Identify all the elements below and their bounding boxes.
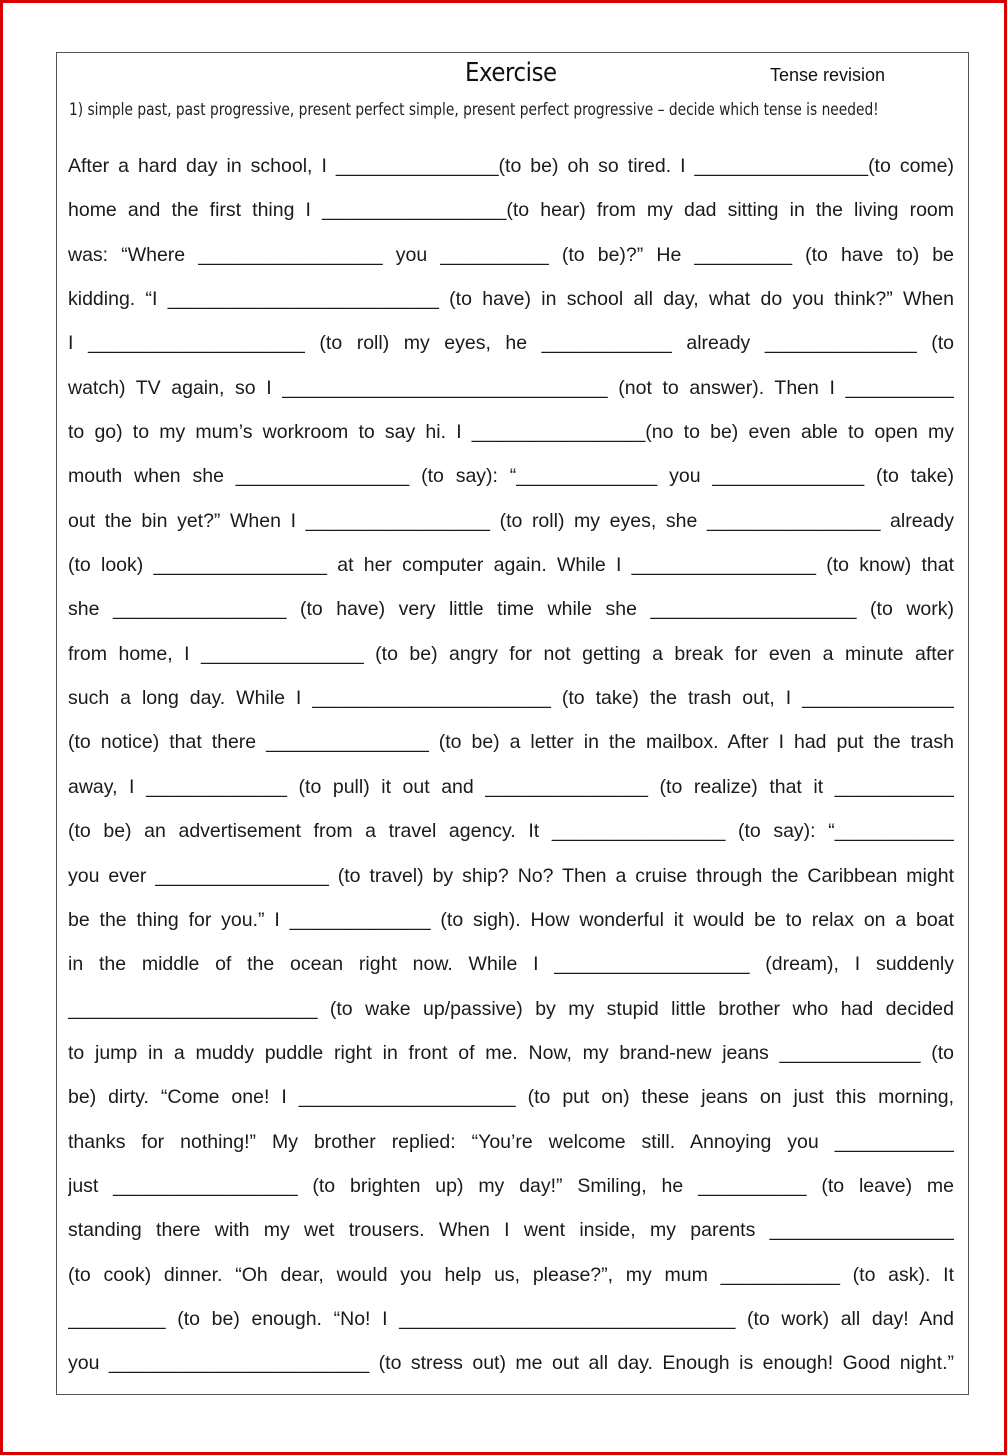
exercise-line: After a hard day in school, I _______________(to be) oh so tired. I ________________(to come)	[68, 155, 954, 177]
exercise-line: watch) TV again, so I ______________________________ (not to answer). Then I __________	[68, 376, 954, 399]
exercise-text	[68, 144, 954, 1386]
exercise-line: to jump in a muddy puddle right in front of me. Now, my brand-new jeans _____________ (to	[68, 1041, 954, 1064]
exercise-line: (to be) an advertisement from a travel agency. It ________________ (to say): “___________	[68, 820, 954, 843]
exercise-line: _________ (to be) enough. “No! I _______________________________ (to work) all day! And	[68, 1307, 954, 1330]
page-subtitle: Tense revision	[770, 65, 886, 85]
exercise-line: in the middle of the ocean right now. While I __________________ (dream), I suddenly	[68, 953, 954, 976]
exercise-line: kidding. “I _________________________ (to have) in school all day, what do you think?” When	[68, 288, 954, 311]
exercise-line: such a long day. While I ______________________ (to take) the trash out, I ______________	[68, 687, 954, 710]
exercise-line: mouth when she ________________ (to say): “_____________ you ______________ (to take)	[68, 465, 954, 488]
exercise-line: standing there with my wet trousers. When I went inside, my parents _________________	[68, 1219, 954, 1242]
exercise-line: I ____________________ (to roll) my eyes, he ____________ already ______________ (to	[68, 332, 954, 355]
page-title: Exercise	[465, 58, 557, 88]
exercise-line: (to look) ________________ at her computer again. While I _________________ (to know) that	[68, 554, 954, 577]
exercise-line: to go) to my mum’s workroom to say hi. I ________________(no to be) even able to open my	[68, 421, 954, 444]
exercise-line: be) dirty. “Come one! I ____________________ (to put on) these jeans on just this morning,	[68, 1086, 954, 1109]
exercise-line: just _________________ (to brighten up) my day!” Smiling, he __________ (to leave) me	[68, 1174, 954, 1197]
exercise-line: was: “Where _________________ you __________ (to be)?” He _________ (to have to) be	[68, 243, 954, 266]
exercise-line: from home, I _______________ (to be) angry for not getting a break for even a minute after	[68, 642, 954, 665]
exercise-line: out the bin yet?” When I _________________ (to roll) my eyes, she ________________ already	[68, 509, 954, 532]
exercise-line: you ________________________ (to stress out) me out all day. Enough is enough! Good night.”	[68, 1352, 954, 1375]
instruction-text: 1) simple past, past progressive, present perfect simple, present perfect progressive – decide which tense is needed!	[69, 100, 879, 120]
exercise-line: away, I _____________ (to pull) it out and _______________ (to realize) that it ___________	[68, 775, 954, 798]
exercise-line: _______________________ (to wake up/passive) by my stupid little brother who had decided	[68, 997, 954, 1020]
exercise-line: she ________________ (to have) very little time while she ___________________ (to work)	[68, 598, 954, 621]
exercise-line: be the thing for you.” I _____________ (to sigh). How wonderful it would be to relax on a boat	[68, 908, 954, 931]
exercise-line: you ever ________________ (to travel) by ship? No? Then a cruise through the Caribbean might	[68, 864, 954, 887]
exercise-line: home and the first thing I _________________(to hear) from my dad sitting in the living room	[68, 199, 954, 222]
exercise-line: thanks for nothing!” My brother replied: “You’re welcome still. Annoying you ___________	[68, 1130, 954, 1153]
exercise-line: (to notice) that there _______________ (to be) a letter in the mailbox. After I had put the trash	[68, 731, 954, 754]
exercise-line: (to cook) dinner. “Oh dear, would you help us, please?”, my mum ___________ (to ask). It	[68, 1263, 954, 1286]
